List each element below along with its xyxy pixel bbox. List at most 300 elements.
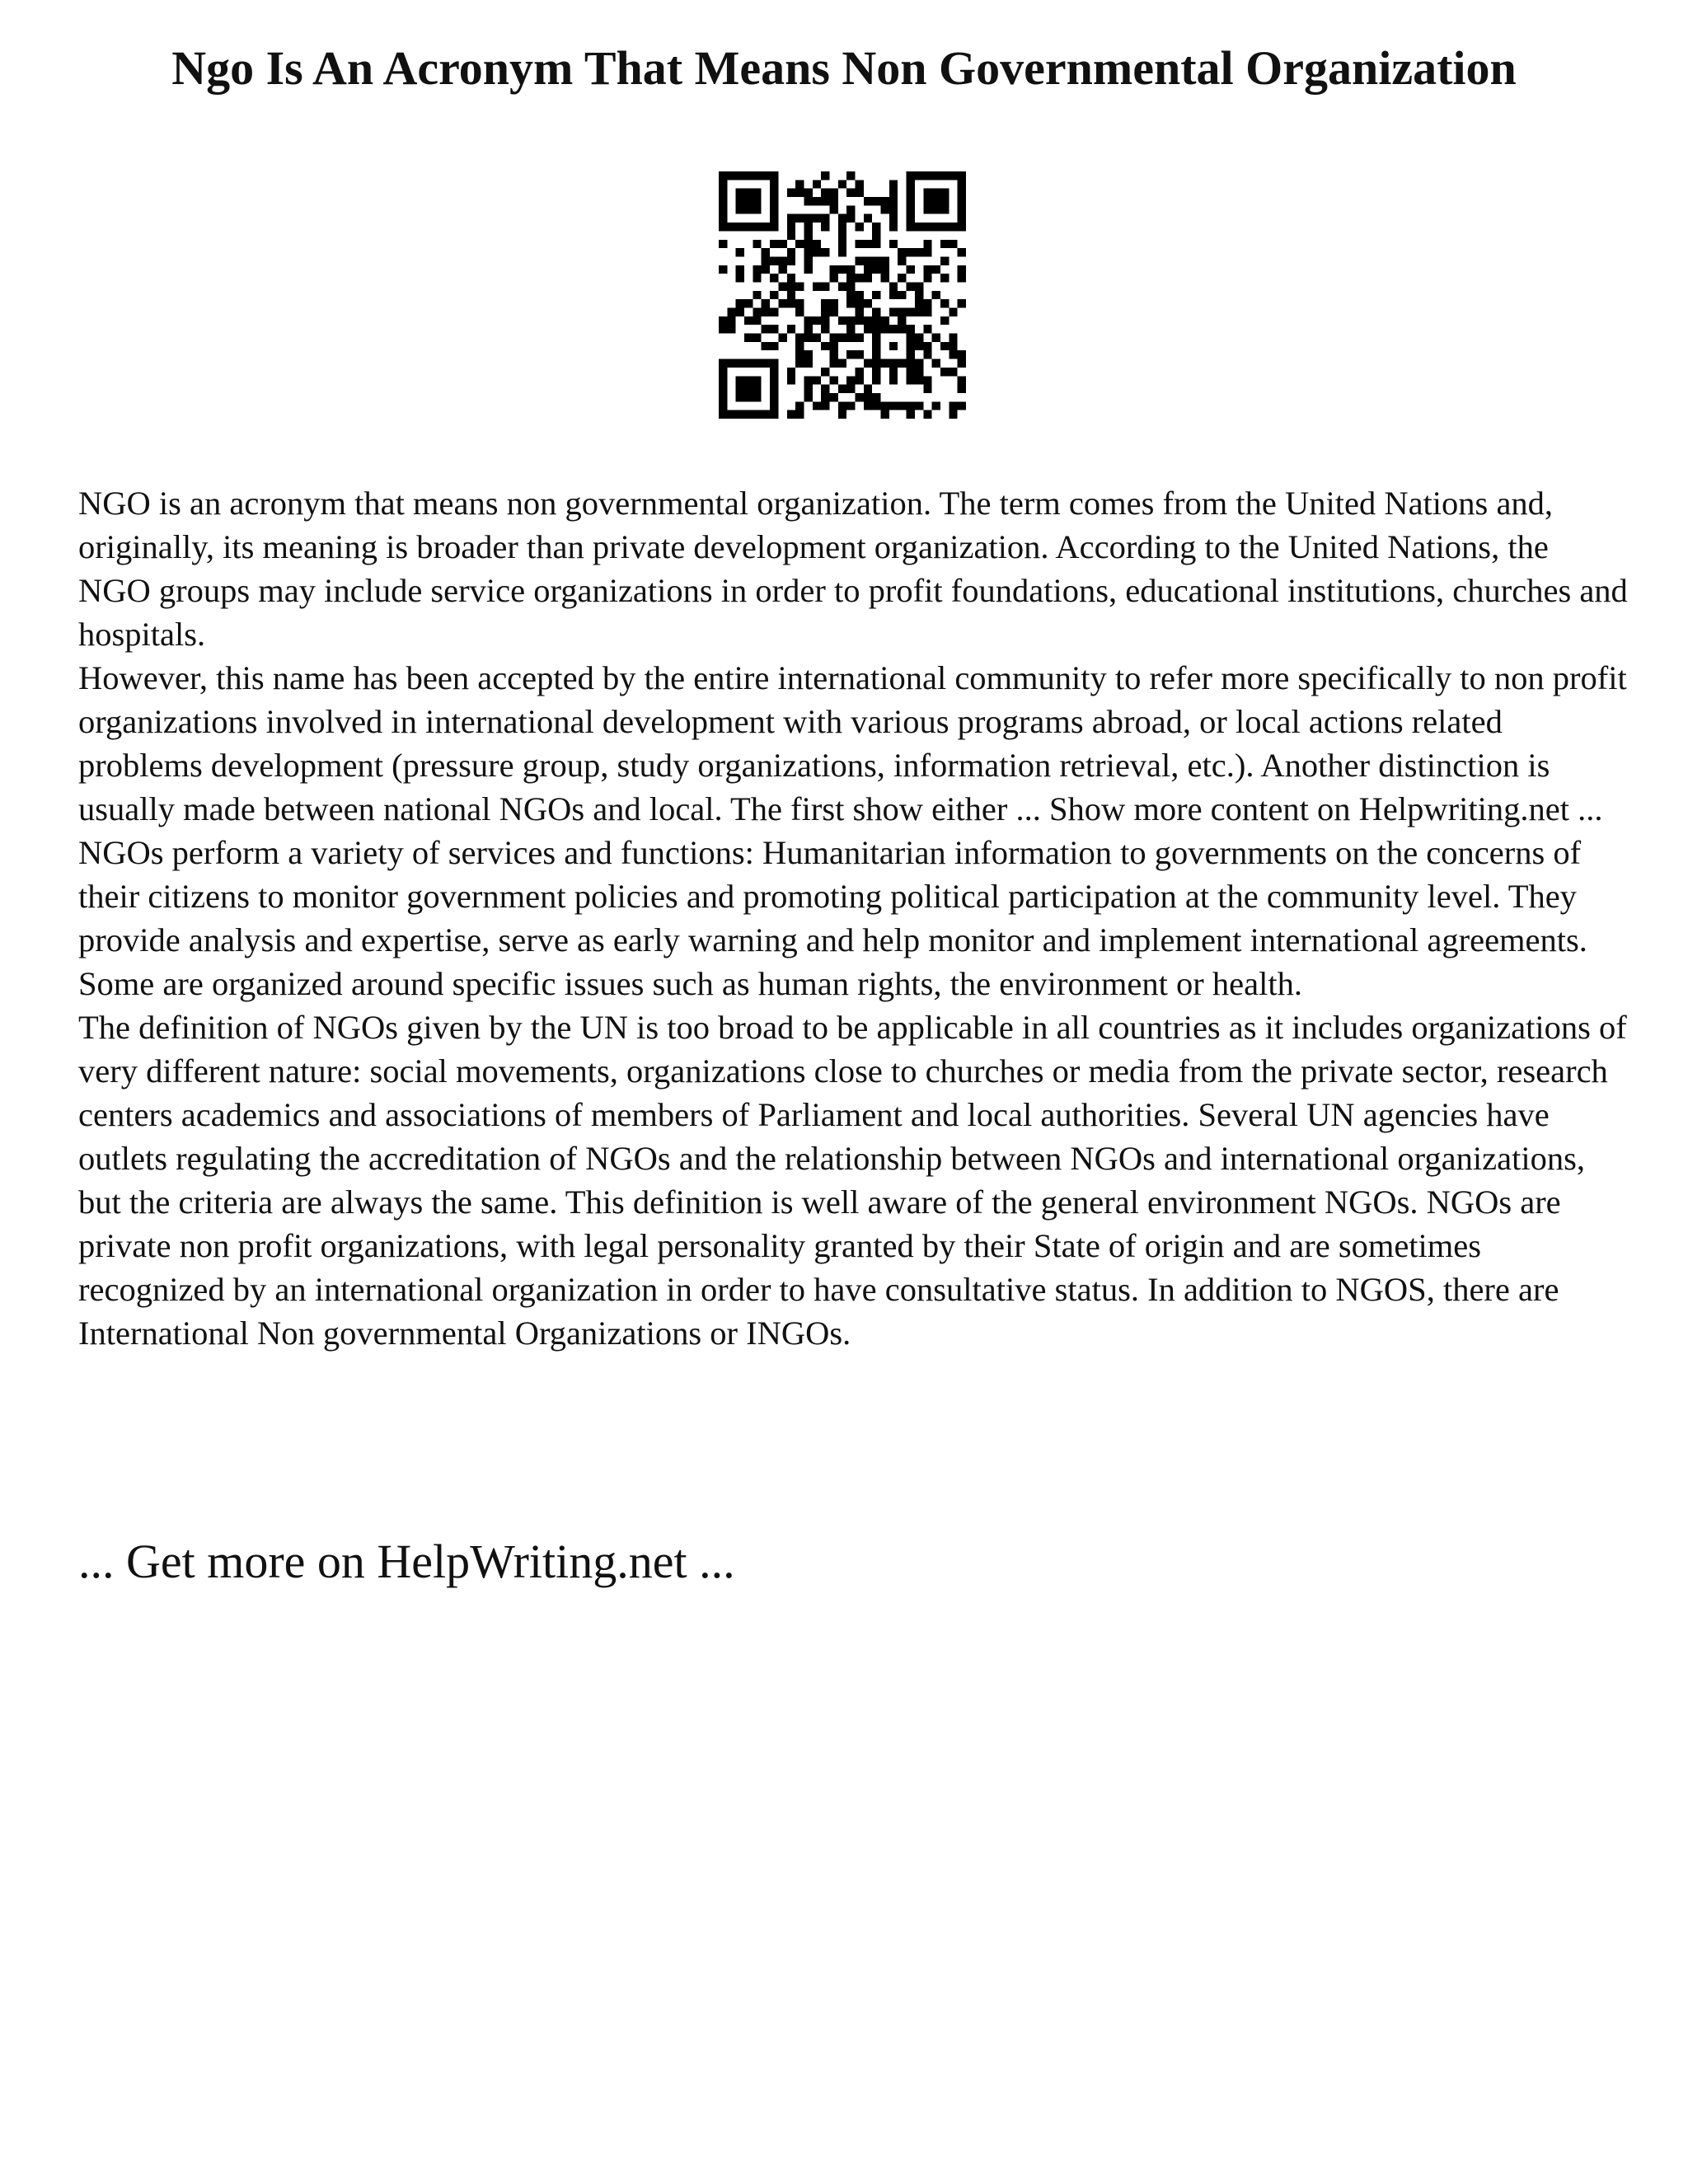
qr-module [881,274,889,282]
qr-module [787,299,795,307]
qr-module [889,359,898,368]
qr-module [889,205,898,213]
qr-module [770,180,778,188]
qr-module [958,197,966,205]
qr-module [795,189,804,197]
qr-module [804,197,812,205]
qr-module [821,368,829,376]
qr-module [846,214,855,223]
qr-module [829,265,837,274]
qr-module [787,189,795,197]
qr-module [744,334,753,342]
qr-module [744,299,753,307]
qr-module [719,393,727,401]
qr-module [907,248,915,256]
qr-module [932,197,940,205]
qr-module [753,393,761,401]
qr-module [770,308,778,316]
qr-module [846,334,855,342]
qr-module [787,376,795,384]
qr-module [864,401,872,410]
qr-module [838,401,846,410]
qr-module [932,171,940,180]
qr-module [958,189,966,197]
qr-module [907,334,915,342]
qr-module [744,223,753,231]
qr-module [872,342,880,350]
qr-module [753,376,761,384]
qr-module [813,401,821,410]
qr-module [770,291,778,299]
qr-module [958,205,966,213]
qr-module [864,359,872,368]
qr-module [778,334,786,342]
qr-module [787,248,795,256]
qr-module [762,265,770,274]
qr-module [719,265,727,274]
qr-module [915,342,923,350]
qr-module [872,256,880,265]
qr-module [829,334,837,342]
qr-module [744,205,753,213]
qr-module [813,282,821,290]
paragraph: The definition of NGOs given by the UN is too broad to be applicable in all countries as it includes organizations of very different nature: social movements, organizations close to churches or media from the private sector, research centers academics and associations of members of Parliament and local authorities. Several UN agencies have outlets regulating the accreditation of NGOs and the relationship between NGOs and international organizations, but the criteria are always the same. This definition is well aware of the general environment NGOs. NGOs are private non profit organizations, with legal personality granted by their State of origin and are sometimes recognized by an international organization in order to have consultative status. In addition to NGOS, there are International Non governmental Organizations or INGOs. [78,1009,1627,1352]
qr-module [727,308,735,316]
qr-module [889,240,898,248]
qr-module [787,223,795,231]
qr-module [915,223,923,231]
qr-module [736,265,744,274]
qr-module [719,240,727,248]
qr-module [838,359,846,368]
qr-module [940,316,949,325]
qr-module [838,214,846,223]
qr-module [915,376,923,384]
qr-module [889,180,898,188]
qr-module [864,274,872,282]
qr-module [744,189,753,197]
qr-module [736,308,744,316]
qr-module [856,299,864,307]
qr-module [727,410,735,419]
qr-module [719,359,727,368]
qr-module [804,189,812,197]
qr-module [753,189,761,197]
qr-module [804,376,812,384]
qr-module [872,334,880,342]
qr-module [949,410,957,419]
qr-module [719,368,727,376]
qr-module [907,368,915,376]
qr-module [915,299,923,307]
qr-module [838,265,846,274]
qr-module [907,325,915,333]
qr-module [719,325,727,333]
qr-module [753,359,761,368]
qr-module [787,274,795,282]
qr-module [940,274,949,282]
qr-module [907,189,915,197]
qr-module [889,189,898,197]
qr-module [719,180,727,188]
qr-module [958,265,966,274]
qr-module [838,282,846,290]
qr-module [940,197,949,205]
qr-module [821,308,829,316]
paragraph: However, this name has been accepted by the entire international community to refer more specifically to non profit organizations involved in international development with various programs abroad, or local actions related problems development (pressure group, study organizations, information retrieval, etc.). Another distinction is usually made between national NGOs and local. The first show either ... Show more content on Helpwriting.net ... [78,659,1627,827]
qr-module [923,376,931,384]
qr-module [821,393,829,401]
qr-module [923,171,931,180]
qr-module [958,171,966,180]
qr-module [813,240,821,248]
qr-code-icon [719,171,966,419]
qr-module [770,401,778,410]
qr-module [907,308,915,316]
qr-module [762,171,770,180]
document-body [78,481,1628,1355]
qr-module [804,316,812,325]
qr-module [856,180,864,188]
qr-module [829,393,837,401]
qr-module [949,368,957,376]
qr-module [838,334,846,342]
qr-module [744,410,753,419]
qr-module [864,325,872,333]
qr-module [821,299,829,307]
qr-module [770,240,778,248]
qr-module [889,342,898,350]
qr-module [804,393,812,401]
qr-module [872,393,880,401]
qr-module [923,265,931,274]
qr-module [846,325,855,333]
qr-module [856,274,864,282]
qr-module [923,385,931,393]
qr-module [872,223,880,231]
qr-module [795,308,804,316]
qr-module [838,410,846,419]
qr-module [898,359,906,368]
qr-module [872,376,880,384]
qr-module [958,359,966,368]
qr-module [932,401,940,410]
qr-module [838,240,846,248]
qr-module [872,291,880,299]
qr-module [829,205,837,213]
qr-module [821,189,829,197]
qr-module [907,410,915,419]
qr-module [940,256,949,265]
qr-module [762,325,770,333]
qr-module [787,231,795,239]
qr-module [872,308,880,316]
qr-module [856,376,864,384]
qr-module [872,368,880,376]
qr-module [846,189,855,197]
qr-module [744,171,753,180]
qr-module [804,214,812,223]
qr-module [898,316,906,325]
qr-module [958,385,966,393]
qr-module [856,308,864,316]
document-title: Ngo Is An Acronym That Means Non Governmental Organization [171,41,1517,95]
qr-module [915,368,923,376]
qr-module [958,401,966,410]
qr-module [744,385,753,393]
qr-module [838,248,846,256]
qr-module [821,214,829,223]
qr-module [821,342,829,350]
qr-module [753,197,761,205]
qr-module [744,376,753,384]
qr-module [889,376,898,384]
qr-module [719,205,727,213]
qr-module [736,376,744,384]
qr-module [770,223,778,231]
qr-module [898,401,906,410]
qr-module [864,299,872,307]
qr-module [813,248,821,256]
qr-module [838,223,846,231]
qr-module [846,205,855,213]
qr-module [770,368,778,376]
qr-module [795,359,804,368]
qr-module [778,240,786,248]
qr-module [940,205,949,213]
qr-module [719,410,727,419]
qr-module [753,316,761,325]
qr-module [958,299,966,307]
qr-module [770,197,778,205]
qr-module [787,325,795,333]
qr-module [923,325,931,333]
qr-module [856,256,864,265]
qr-module [804,334,812,342]
qr-module [881,265,889,274]
qr-module [719,401,727,410]
qr-module [821,385,829,393]
qr-module [846,291,855,299]
qr-module [770,342,778,350]
qr-module [889,368,898,376]
qr-module [923,410,931,419]
qr-module [736,189,744,197]
qr-module [821,325,829,333]
qr-module [907,359,915,368]
qr-module [907,214,915,223]
qr-module [795,299,804,307]
qr-module [872,197,880,205]
qr-module [923,299,931,307]
qr-module [898,308,906,316]
qr-module [829,308,837,316]
qr-module [864,385,872,393]
qr-module [753,410,761,419]
qr-module [829,359,837,368]
qr-module [770,214,778,223]
qr-module [889,197,898,205]
qr-module [829,274,837,282]
qr-module [736,385,744,393]
qr-module [907,350,915,359]
qr-module [821,401,829,410]
qr-module [940,299,949,307]
qr-module [804,223,812,231]
qr-module [907,401,915,410]
qr-module [727,359,735,368]
qr-module [770,274,778,282]
qr-module [736,359,744,368]
get-more-link[interactable]: ... Get more on HelpWriting.net ... [78,1535,735,1588]
qr-module [736,410,744,419]
qr-module [727,171,735,180]
qr-module [915,282,923,290]
qr-module [915,248,923,256]
qr-module [915,334,923,342]
qr-module [753,205,761,213]
qr-module [795,350,804,359]
qr-module [846,282,855,290]
qr-module [778,256,786,265]
qr-module [787,256,795,265]
qr-module [829,197,837,205]
qr-module [923,189,931,197]
qr-module [753,265,761,274]
qr-module [813,180,821,188]
qr-module [736,274,744,282]
qr-module [940,240,949,248]
qr-module [787,291,795,299]
qr-module [898,256,906,265]
qr-module [949,334,957,342]
qr-module [770,410,778,419]
qr-module [829,299,837,307]
qr-module [949,223,957,231]
qr-module [753,223,761,231]
qr-module [881,359,889,368]
qr-module [727,325,735,333]
qr-module [915,171,923,180]
qr-module [719,385,727,393]
qr-module [736,223,744,231]
qr-module [795,342,804,350]
qr-module [719,223,727,231]
qr-module [787,410,795,419]
qr-module [736,248,744,256]
qr-module [889,214,898,223]
qr-module [770,359,778,368]
qr-module [829,189,837,197]
qr-module [829,342,837,350]
qr-module [736,197,744,205]
qr-module [856,316,864,325]
qr-module [856,240,864,248]
qr-module [727,223,735,231]
qr-module [889,282,898,290]
qr-module [889,401,898,410]
qr-module [744,393,753,401]
qr-module [923,248,931,256]
qr-module [787,214,795,223]
qr-module [770,376,778,384]
qr-module [821,248,829,256]
qr-module [864,393,872,401]
qr-module [889,308,898,316]
qr-module [846,401,855,410]
qr-module [923,308,931,316]
qr-module [753,240,761,248]
qr-module [932,223,940,231]
qr-module [770,393,778,401]
qr-module [881,325,889,333]
qr-module [762,248,770,256]
qr-module [915,401,923,410]
qr-module [864,265,872,274]
qr-module [736,171,744,180]
qr-module [838,316,846,325]
qr-module [838,385,846,393]
qr-module [804,265,812,274]
qr-module [719,214,727,223]
qr-module [778,299,786,307]
qr-module [778,282,786,290]
qr-module [907,265,915,274]
qr-module [813,316,821,325]
qr-module [898,325,906,333]
qr-module [940,223,949,231]
qr-module [736,205,744,213]
qr-module [898,274,906,282]
qr-module [736,299,744,307]
qr-module [838,231,846,239]
qr-module [856,393,864,401]
qr-module [787,368,795,376]
qr-module [898,291,906,299]
qr-module [856,334,864,342]
qr-module [804,248,812,256]
qr-module [727,316,735,325]
paragraph: NGOs perform a variety of services and functions: Humanitarian information to governments on the concerns of their citizens to monitor government policies and promoting political participation at the community level. They provide analysis and expertise, serve as early warning and help monitor and implement international agreements. Some are organized around specific issues such as human rights, the environment or health. [78,834,1587,1002]
qr-code-graphic [719,171,966,419]
qr-module [958,180,966,188]
qr-module [864,240,872,248]
qr-module [804,385,812,393]
qr-module [762,410,770,419]
qr-module [770,325,778,333]
qr-module [932,291,940,299]
qr-module [872,240,880,248]
qr-module [958,376,966,384]
qr-module [719,316,727,325]
qr-module [889,325,898,333]
qr-module [864,197,872,205]
qr-module [907,223,915,231]
qr-module [923,197,931,205]
qr-module [932,265,940,274]
qr-module [770,385,778,393]
qr-module [770,171,778,180]
paragraph: NGO is an acronym that means non governmental organization. The term comes from the United Nations and, originally, its meaning is broader than private development organization. According to the United Nations, the NGO groups may include service organizations in order to profit foundations, educational institutions, churches and hospitals. [78,485,1628,653]
qr-module [813,334,821,342]
qr-module [856,350,864,359]
qr-module [958,214,966,223]
qr-module [795,401,804,410]
qr-module [736,393,744,401]
qr-module [958,223,966,231]
qr-module [872,265,880,274]
qr-module [907,205,915,213]
